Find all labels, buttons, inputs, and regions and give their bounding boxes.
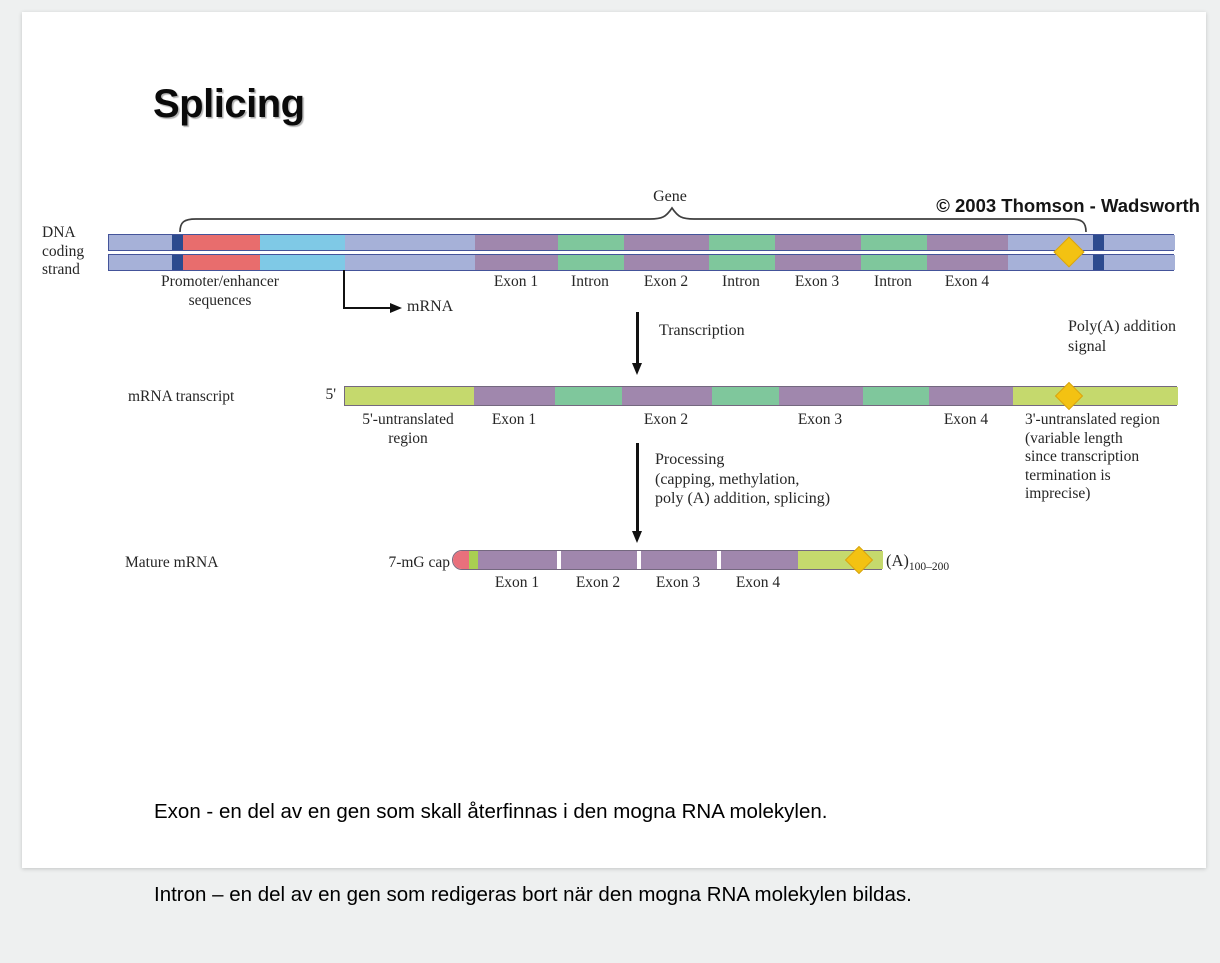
utr5-label: 5'-untranslated region bbox=[362, 411, 454, 447]
polya-tail-subscript: 100–200 bbox=[908, 561, 950, 573]
transcription-label: Transcription bbox=[659, 322, 745, 339]
dna-strand-top bbox=[108, 234, 1174, 251]
mrna-start-line bbox=[343, 270, 345, 309]
transcription-arrow bbox=[636, 312, 639, 364]
transcript-exon2-label: Exon 2 bbox=[643, 411, 689, 428]
mature-bar bbox=[452, 550, 882, 570]
dna-exon2-label: Exon 2 bbox=[643, 273, 689, 290]
processing-arrow bbox=[636, 443, 639, 532]
dna-intron1-label: Intron bbox=[571, 273, 609, 290]
five-prime-label: 5' bbox=[325, 386, 336, 403]
mrna-start-line-horizontal bbox=[343, 307, 391, 309]
utr3-label: 3'-untranslated region (variable length since transcription termination is imprecise) bbox=[1025, 411, 1160, 502]
dna-exon3-label: Exon 3 bbox=[794, 273, 840, 290]
mature-exon1-label: Exon 1 bbox=[494, 574, 540, 591]
exon-definition: Exon - en del av en gen som skall återfinnas i den mogna RNA molekylen. bbox=[154, 800, 828, 823]
dna-exon4-label: Exon 4 bbox=[944, 273, 990, 290]
cap-label: 7-mG cap bbox=[388, 554, 450, 571]
mature-row-label: Mature mRNA bbox=[125, 554, 219, 571]
dna-intron3-label: Intron bbox=[874, 273, 912, 290]
polya-signal-label: Poly(A) addition signal bbox=[1068, 318, 1176, 355]
dna-strand-label: DNA coding strand bbox=[42, 224, 85, 278]
transcript-row-label: mRNA transcript bbox=[128, 388, 235, 405]
slide bbox=[22, 12, 1206, 906]
page-title: Splicing bbox=[153, 82, 305, 126]
copyright-text: © 2003 Thomson - Wadsworth bbox=[936, 195, 1200, 216]
processing-arrowhead-icon bbox=[632, 531, 642, 543]
definition-notes bbox=[154, 743, 912, 963]
transcript-bar bbox=[344, 386, 1177, 406]
dna-exon1-label: Exon 1 bbox=[493, 273, 539, 290]
transcript-exon3-label: Exon 3 bbox=[797, 411, 843, 428]
polya-tail-label: $(A)_{100-200}$ bbox=[886, 551, 950, 573]
promoter-label: Promoter/enhancer sequences bbox=[161, 273, 279, 309]
dna-intron2-label: Intron bbox=[722, 273, 760, 290]
transcription-arrowhead-icon bbox=[632, 363, 642, 375]
dna-strand-bottom bbox=[108, 254, 1174, 271]
gene-label: Gene bbox=[653, 188, 687, 205]
intron-definition: Intron – en del av en gen som redigeras bort när den mogna RNA molekylen bildas. bbox=[154, 882, 912, 906]
mature-exon2-label: Exon 2 bbox=[575, 574, 621, 591]
mrna-label: mRNA bbox=[407, 298, 454, 315]
mature-exon4-label: Exon 4 bbox=[735, 574, 781, 591]
mrna-arrowhead-icon bbox=[390, 303, 402, 313]
mature-exon3-label: Exon 3 bbox=[655, 574, 701, 591]
transcript-exon1-label: Exon 1 bbox=[491, 411, 537, 428]
processing-label: Processing (capping, methylation, poly (A) addition, splicing) bbox=[655, 451, 831, 507]
transcript-exon4-label: Exon 4 bbox=[943, 411, 989, 428]
